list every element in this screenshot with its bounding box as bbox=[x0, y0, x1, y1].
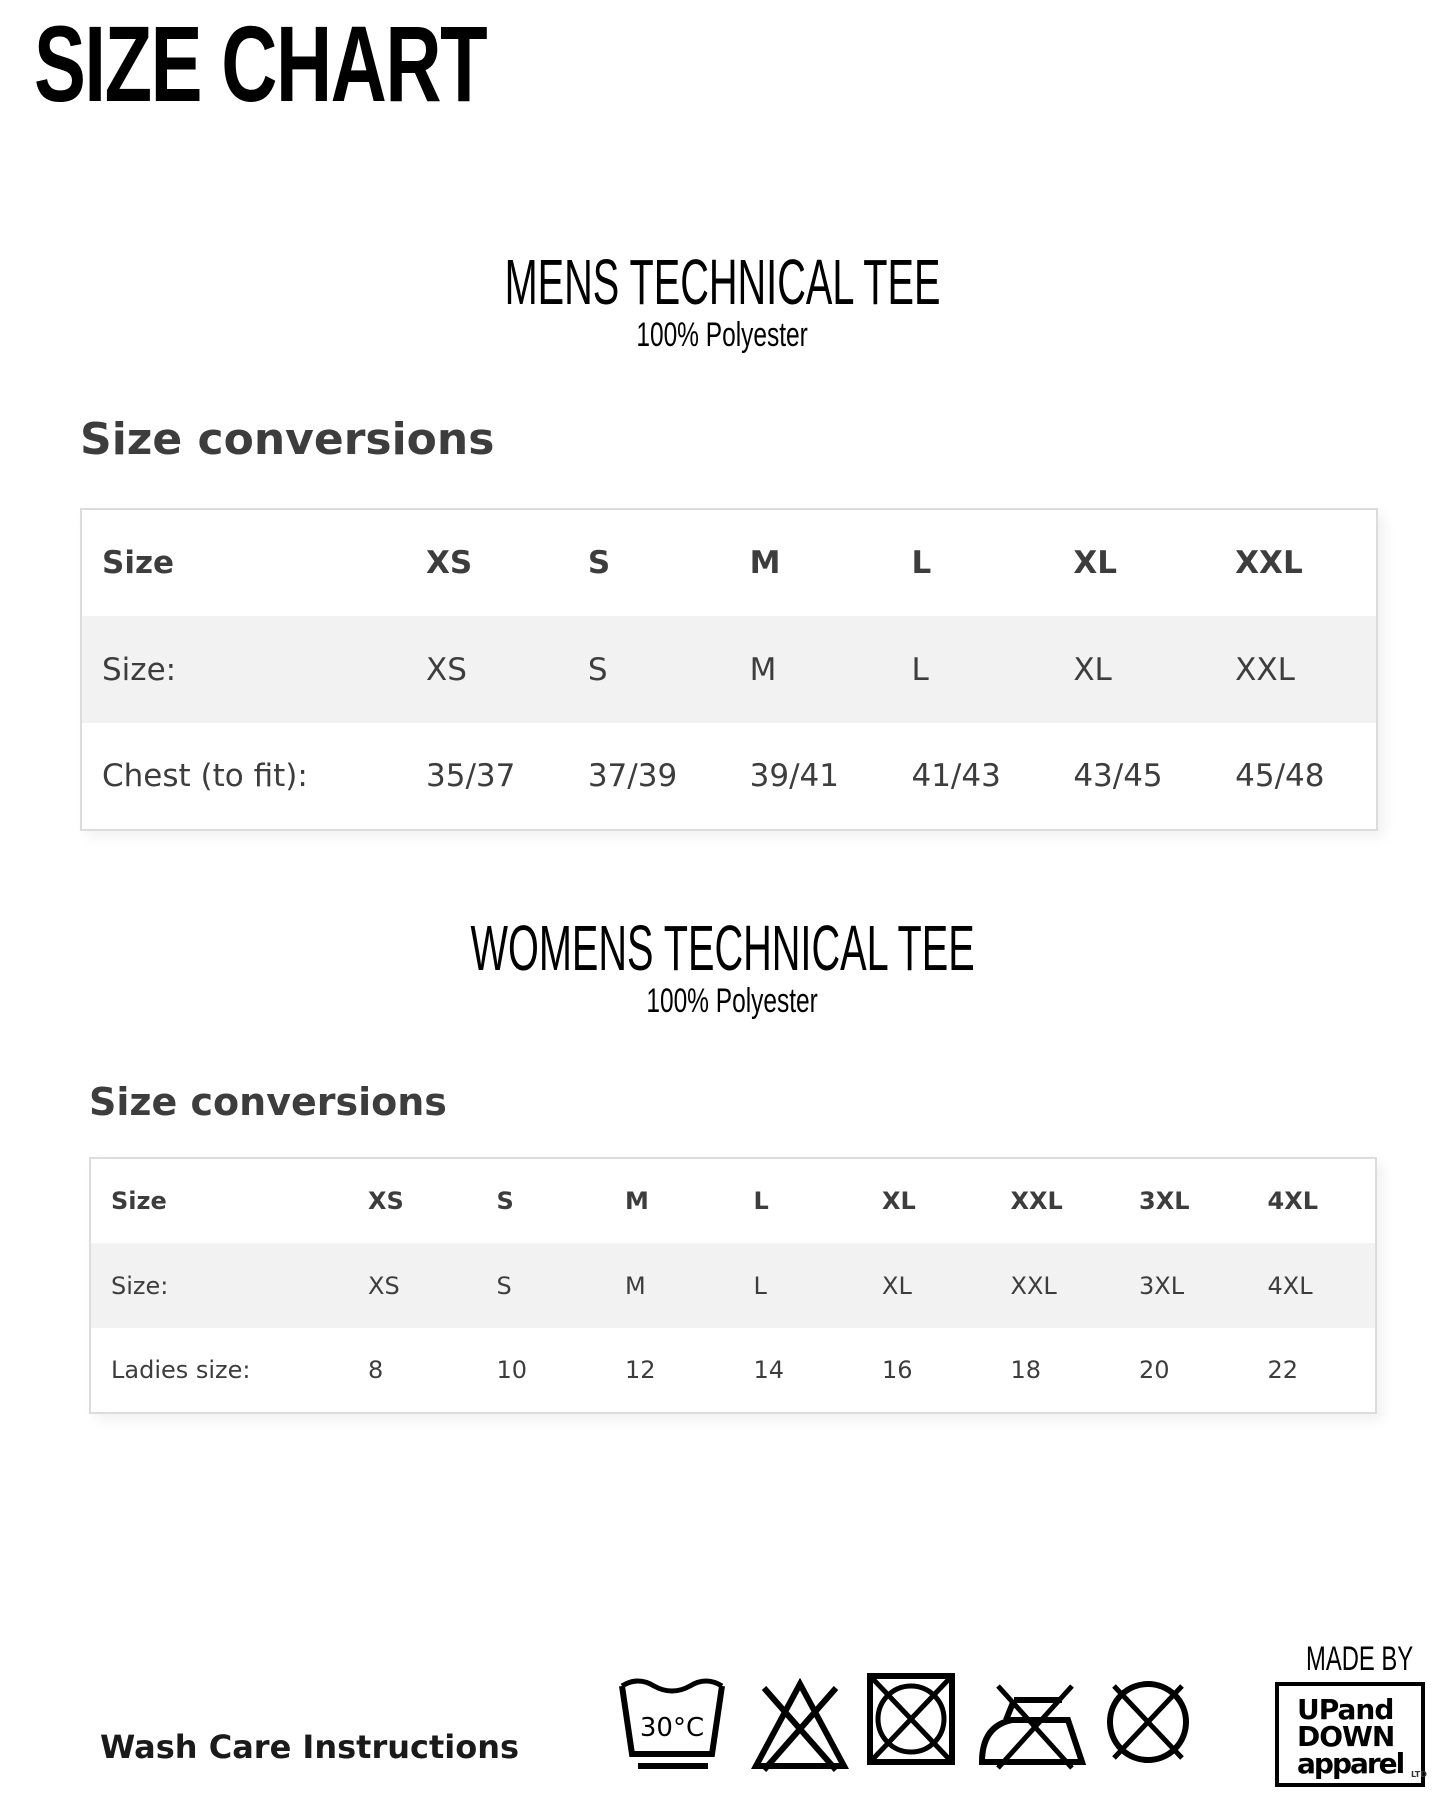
table-cell: M bbox=[605, 1243, 734, 1328]
table-row bbox=[90, 1243, 1376, 1328]
table-cell: Size: bbox=[81, 616, 406, 723]
table-cell: Size bbox=[102, 545, 175, 581]
mens-material-text: 100% Polyester bbox=[636, 316, 809, 354]
page-title: SIZE CHART bbox=[34, 3, 487, 124]
logo-line-1: UPand bbox=[1297, 1693, 1394, 1726]
wash-temperature: 30°C bbox=[639, 1713, 705, 1743]
table-cell: 3XL bbox=[1139, 1187, 1190, 1215]
table-cell: Ladies size: bbox=[111, 1356, 251, 1384]
table-cell: 4XL bbox=[1267, 1187, 1318, 1215]
table-cell: 39/41 bbox=[749, 758, 839, 794]
table-cell: L bbox=[891, 616, 1053, 723]
womens-material-text: 100% Polyester bbox=[646, 982, 819, 1020]
do-not-dry-clean-icon bbox=[1104, 1676, 1192, 1768]
table-row bbox=[81, 616, 1377, 723]
table-cell: M bbox=[625, 1187, 649, 1215]
made-by-label bbox=[1306, 1640, 1445, 1679]
table-cell: 8 bbox=[368, 1356, 384, 1384]
made-by-text: MADE BY bbox=[1306, 1640, 1414, 1678]
womens-material bbox=[10, 984, 1445, 1018]
do-not-tumble-dry-icon bbox=[866, 1672, 956, 1768]
do-not-iron-icon bbox=[976, 1678, 1088, 1772]
table-cell: 4XL bbox=[1248, 1243, 1377, 1328]
brand-logo bbox=[1275, 1682, 1425, 1787]
table-cell: XXL bbox=[1215, 616, 1377, 723]
table-cell: 14 bbox=[753, 1356, 785, 1384]
table-cell: Chest (to fit): bbox=[102, 758, 308, 794]
table-cell: 18 bbox=[1010, 1356, 1042, 1384]
mens-size-table bbox=[80, 508, 1378, 831]
table-cell: XL bbox=[1073, 545, 1117, 581]
table-cell: S bbox=[587, 545, 611, 581]
table-cell: 37/39 bbox=[587, 758, 678, 794]
logo-suffix: LTD bbox=[1411, 1770, 1427, 1779]
table-row bbox=[81, 723, 1377, 830]
table-cell: XS bbox=[426, 545, 473, 581]
table-cell: XL bbox=[1053, 616, 1215, 723]
womens-size-conversions-heading: Size conversions bbox=[89, 1080, 447, 1124]
table-cell: 35/37 bbox=[426, 758, 516, 794]
table-cell: 43/45 bbox=[1073, 758, 1163, 794]
table-cell: Size: bbox=[90, 1243, 348, 1328]
table-cell: XXL bbox=[991, 1243, 1120, 1328]
mens-product-title-text: MENS TECHNICAL TEE bbox=[504, 246, 941, 318]
table-cell: L bbox=[753, 1187, 769, 1215]
logo-line-3: apparel bbox=[1297, 1747, 1404, 1780]
table-cell: XS bbox=[368, 1187, 404, 1215]
womens-product-title-text: WOMENS TECHNICAL TEE bbox=[470, 912, 975, 984]
table-cell: 16 bbox=[882, 1356, 913, 1384]
table-cell: Size bbox=[111, 1187, 167, 1215]
table-cell: XXL bbox=[1235, 545, 1303, 581]
logo-line-2: DOWN bbox=[1297, 1720, 1395, 1753]
table-cell: M bbox=[749, 545, 781, 581]
table-cell: M bbox=[730, 616, 892, 723]
table-cell: 20 bbox=[1139, 1356, 1170, 1384]
table-cell: XL bbox=[882, 1187, 916, 1215]
table-header-row bbox=[81, 509, 1377, 616]
table-cell: L bbox=[911, 545, 932, 581]
table-cell: 22 bbox=[1267, 1356, 1299, 1384]
womens-size-table bbox=[89, 1157, 1377, 1414]
table-header-row bbox=[90, 1158, 1376, 1243]
mens-size-conversions-heading: Size conversions bbox=[80, 414, 495, 465]
table-cell: S bbox=[477, 1243, 606, 1328]
table-cell: 3XL bbox=[1119, 1243, 1248, 1328]
wash-care-label: Wash Care Instructions bbox=[100, 1728, 520, 1766]
table-cell: S bbox=[496, 1187, 514, 1215]
table-cell: L bbox=[734, 1243, 863, 1328]
table-cell: XS bbox=[348, 1243, 477, 1328]
table-cell: 12 bbox=[625, 1356, 656, 1384]
do-not-bleach-icon bbox=[750, 1678, 850, 1774]
wash-30-icon bbox=[618, 1672, 728, 1772]
table-cell: 41/43 bbox=[911, 758, 1001, 794]
table-cell: 45/48 bbox=[1235, 758, 1325, 794]
table-cell: S bbox=[568, 616, 730, 723]
mens-material bbox=[0, 318, 1445, 352]
womens-product-title bbox=[0, 912, 1445, 984]
table-cell: XS bbox=[406, 616, 568, 723]
table-cell: 10 bbox=[496, 1356, 528, 1384]
table-cell: XL bbox=[862, 1243, 991, 1328]
table-row bbox=[90, 1328, 1376, 1413]
table-cell: XXL bbox=[1010, 1187, 1063, 1215]
mens-product-title bbox=[0, 246, 1445, 318]
